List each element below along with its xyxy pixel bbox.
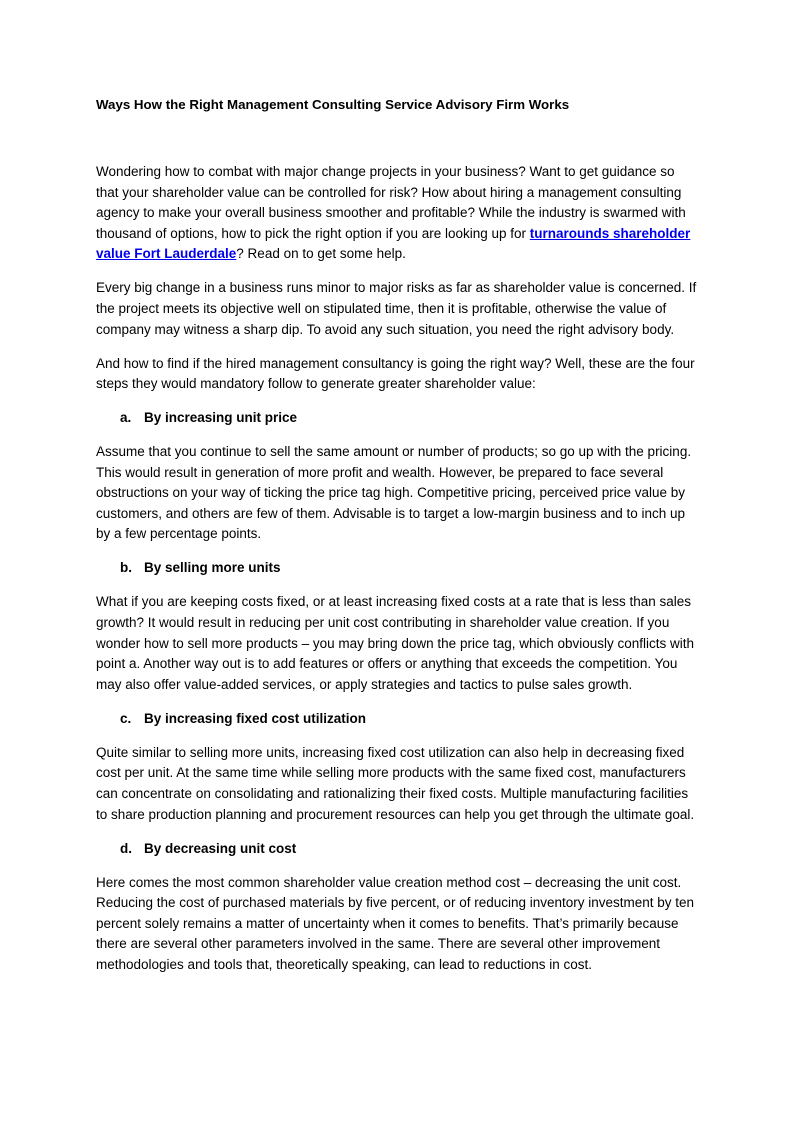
step-letter: d. bbox=[120, 840, 132, 856]
step-heading-text: By increasing fixed cost utilization bbox=[144, 710, 367, 726]
intro-paragraph bbox=[96, 162, 700, 265]
step-heading-text: By increasing unit price bbox=[144, 410, 298, 426]
step-letter: a. bbox=[120, 410, 132, 426]
step-letter: c. bbox=[120, 710, 132, 726]
four-steps-intro-paragraph: And how to find if the hired management consultancy is going the right way? Well, these are the four steps they would mandatory follow to generate greater shareholder value: bbox=[96, 355, 695, 392]
intro-text-before-link: Wondering how to combat with major change projects in your business? Want to get guidance so that your shareholder value can be controlled for risk? How about hiring a management consulting agency to make your overall business smoother and profitable? While the industry is swarmed with thousand of options, how to pick the right option if you are looking up for bbox=[96, 164, 686, 241]
step-heading-a bbox=[96, 408, 700, 429]
step-body-c: Quite similar to selling more units, increasing fixed cost utilization can also help in decreasing fixed cost per unit. At the same time while selling more products with the same fixed cost, manufacturers can concentrate on consolidating and rationalizing their fixed costs. Multiple manufacturing facilities to share production planning and procurement resources can help you get through the ultimate goal. bbox=[96, 744, 695, 822]
step-letter: b. bbox=[120, 560, 132, 576]
step-heading-b bbox=[96, 558, 700, 579]
step-heading-d bbox=[96, 839, 700, 860]
document-body bbox=[96, 95, 700, 989]
risk-paragraph: Every big change in a business runs minor to major risks as far as shareholder value is concerned. If the project meets its objective well on stipulated time, then it is profitable, otherwise the value of company may witness a sharp dip. To avoid any such situation, you need the right advisory body. bbox=[96, 280, 697, 337]
step-body-d: Here comes the most common shareholder value creation method cost – decreasing the unit cost. Reducing the cost of purchased materials by five percent, or of reducing inventory investment by ten percent solely remains a matter of uncertainty when it comes to benefits. That’s primarily because there are several other parameters involved in the same. There are several other improvement methodologies and tools that, theoretically speaking, can lead to reductions in cost. bbox=[96, 874, 695, 972]
step-heading-c bbox=[96, 709, 700, 730]
intro-text-after-link: ? Read on to get some help. bbox=[236, 246, 406, 262]
step-heading-text: By selling more units bbox=[144, 560, 281, 576]
step-heading-text: By decreasing unit cost bbox=[144, 840, 297, 856]
document-title: Ways How the Right Management Consulting Service Advisory Firm Works bbox=[96, 97, 570, 112]
step-body-a: Assume that you continue to sell the same amount or number of products; so go up with the pricing. This would result in generation of more profit and wealth. However, be prepared to face several obstructions on your way of ticking the price tag high. Competitive pricing, perceived price value by customers, and others are few of them. Advisable is to target a low-margin business and to inch up by a few percentage points. bbox=[96, 444, 692, 542]
turnarounds-shareholder-value-link[interactable]: turnarounds shareholder value Fort Lauderdale bbox=[96, 225, 691, 262]
step-body-b: What if you are keeping costs fixed, or at least increasing fixed costs at a rate that is less than sales growth? It would result in reducing per unit cost contributing in shareholder value creation. If you wonder how to sell more products – you may bring down the price tag, which obviously conflicts with point a. Another way out is to add features or offers or anything that exceeds the competition. You may also offer value-added services, or apply strategies and tactics to pulse sales growth. bbox=[96, 594, 695, 692]
